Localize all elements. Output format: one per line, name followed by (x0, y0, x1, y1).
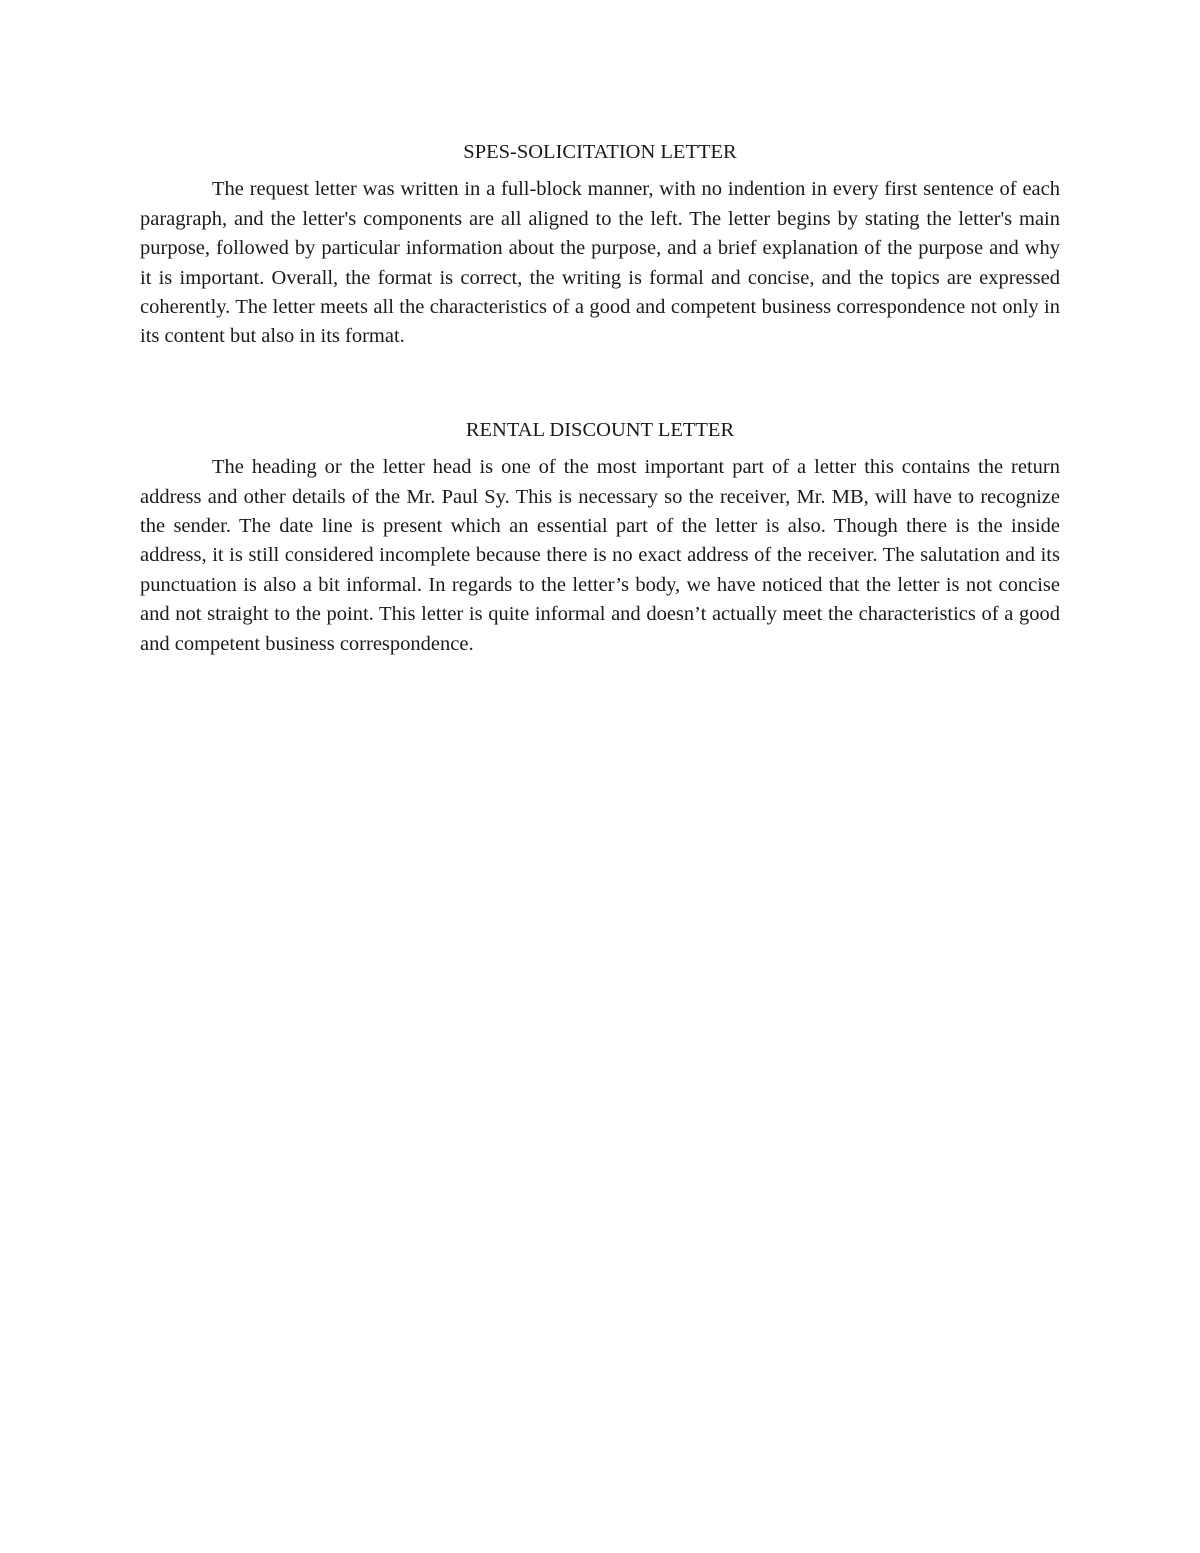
document-content (140, 138, 1060, 659)
section-title: RENTAL DISCOUNT LETTER (465, 418, 735, 441)
section-spes-solicitation (140, 138, 1060, 352)
section-rental-discount (140, 416, 1060, 659)
section-title: SPES-SOLICITATION LETTER (463, 141, 737, 163)
section-paragraph: The heading or the letter head is one of the most important part of a letter this contains the return address and other details of the Mr. Paul Sy. This is necessary so the receiver, Mr. MB, will have to recognize the sender. The date line is present which an essential part of the letter is also. Though there is the inside address, it is still considered incomplete because there is no exact address of the receiver. The salutation and its punctuation is also a bit informal. In regards to the letter’s body, we have noticed that the letter is not concise and not straight to the point. This letter is quite informal and doesn’t actually meet the characteristics of a good and competent business correspondence. (140, 456, 1060, 655)
section-paragraph: The request letter was written in a full-block manner, with no indention in every first sentence of each paragraph, and the letter's components are all aligned to the left. The letter begins by stating the letter's main purpose, followed by particular information about the purpose, and a brief explanation of the purpose and why it is important. Overall, the format is correct, the writing is formal and concise, and the topics are expressed coherently. The letter meets all the characteristics of a good and competent business correspondence not only in its content but also in its format. (140, 178, 1060, 348)
